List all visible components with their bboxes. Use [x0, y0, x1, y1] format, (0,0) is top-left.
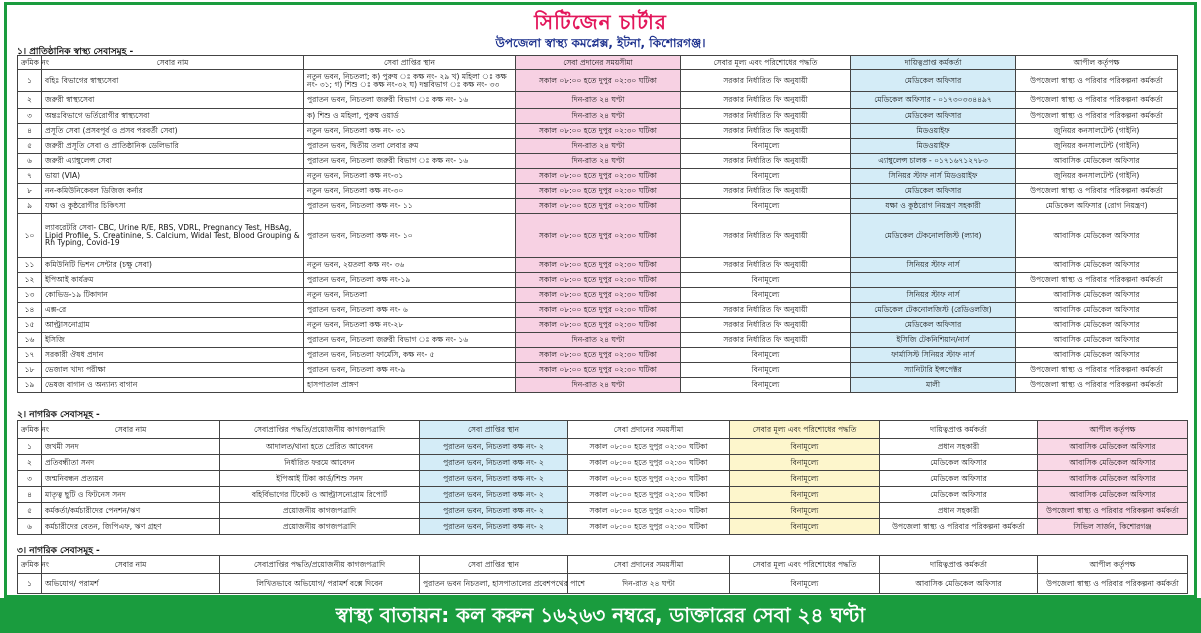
officer-cell: মেডিকেল অফিসার [851, 318, 1016, 333]
service-fee-cell: বিনামূল্যে [681, 348, 851, 363]
header-service-place: সেবা প্রাপ্তির স্থান [304, 56, 516, 70]
appeal-cell: মেডিকেল অফিসার (রোগ নিয়ন্ত্রণ) [1016, 199, 1178, 214]
service-name-cell: প্রসূতি সেবা (প্রসবপূর্ব ও প্রসব পরবর্তী সেবা) [42, 124, 304, 139]
officer-cell: মিডওয়াইফ [851, 139, 1016, 154]
service-time-cell: দিন-রাত ২৪ ঘণ্টা [516, 154, 681, 169]
officer-cell: মেডিকেল টেকনোলজিস্ট (রেডিওলজি) [851, 303, 1016, 318]
service-place-cell: ক) শিশু ও মহিলা, পুরুষ ওয়ার্ড [304, 109, 516, 124]
section1-header-row [18, 56, 1178, 70]
service-fee-cell: সরকার নির্ধারিত ফি অনুযায়ী [681, 184, 851, 199]
service-name-cell: জরুরী স্বাস্থ্যসেবা [42, 92, 304, 109]
officer-cell: এ্যাম্বুলেন্স চালক - ০১৭১৬৭১২৭৮৩ [851, 154, 1016, 169]
table-row [18, 124, 1178, 139]
service-time-cell: সকাল ০৮:০০ হতে দুপুর ০২:৩০ ঘটিকা [516, 184, 681, 199]
service-time-cell: দিন-রাত ২৪ ঘণ্টা [516, 333, 681, 348]
serial-cell: ১০ [18, 214, 42, 258]
service-place-cell: পুরাতন ভবন নিচতলা, হাসপাতালের প্রবেশপথের পাশে [420, 574, 568, 594]
serial-cell: ১১ [18, 258, 42, 273]
appeal-cell: আবাসিক মেডিকেল অফিসার [1016, 154, 1178, 169]
service-name-cell: যক্ষা ও কুষ্ঠরোগীর চিকিৎসা [42, 199, 304, 214]
service-name-cell: কর্মকর্তা/কর্মচারীদের পেনশন/ঋণ [42, 503, 220, 519]
serial-cell: ১৩ [18, 288, 42, 303]
method-cell: প্রয়োজনীয় কাগজপত্রাদি [220, 503, 420, 519]
service-place-cell: পুরাতন ভবন, নিচতলা কক্ষ নং- ২ [420, 487, 568, 503]
service-fee-cell: বিনামূল্যে [730, 455, 880, 471]
service-time-cell: সকাল ০৮:০০ হতে দুপুর ০২:৩০ ঘটিকা [516, 303, 681, 318]
method-cell: আদালত/থানা হতে প্রেরিত আবেদন [220, 439, 420, 455]
serial-cell: ১ [18, 574, 42, 594]
officer-cell: ইসিজি টেকনিশিয়ান/নার্স [851, 333, 1016, 348]
service-time-cell: সকাল ০৮:০০ হতে দুপুর ০২:৩০ ঘটিকা [568, 503, 730, 519]
service-fee-cell: বিনামূল্যে [730, 574, 880, 594]
officer-cell: মেডিকেল অফিসার [851, 109, 1016, 124]
service-place-cell: পুরাতন ভবন, নিচতলা কক্ষ নং- ৬ [304, 303, 516, 318]
service-time-cell: সকাল ০৮:০০ হতে দুপুর ০২:৩০ ঘটিকা [568, 455, 730, 471]
service-name-cell: এক্স-রে [42, 303, 304, 318]
section2-header-row [18, 421, 1188, 439]
appeal-cell: আবাসিক মেডিকেল অফিসার [1016, 288, 1178, 303]
table-row [18, 471, 1188, 487]
header-appeal: আপীল কর্তৃপক্ষ [1038, 421, 1188, 439]
header-service-time: সেবা প্রদানের সময়সীমা [568, 421, 730, 439]
table-row [18, 273, 1178, 288]
service-name-cell: বহিঃ বিভাগের স্বাস্থ্যসেবা [42, 70, 304, 92]
appeal-cell: জুনিয়র কনসালটেন্ট (গাইনি) [1016, 169, 1178, 184]
serial-cell: ৬ [18, 519, 42, 535]
officer-cell: মালী [851, 378, 1016, 393]
officer-cell: মিডওয়াইফ [851, 124, 1016, 139]
officer-cell: সিনিয়র স্টাফ নার্স মিডওয়াইফ [851, 169, 1016, 184]
header-serial: ক্রমিক নং [18, 421, 42, 439]
table-row [18, 184, 1178, 199]
table-row [18, 333, 1178, 348]
appeal-cell: উপজেলা স্বাস্থ্য ও পরিবার পরিকল্পনা কর্মকর্তা [1016, 378, 1178, 393]
table-row [18, 519, 1188, 535]
serial-cell: ১ [18, 439, 42, 455]
service-name-cell: আল্ট্রাসনোগ্রাম [42, 318, 304, 333]
service-time-cell: দিন-রাত ২৪ ঘণ্টা [516, 139, 681, 154]
header-service-time: সেবা প্রদানের সময়সীমা [568, 556, 730, 574]
officer-cell: মেডিকেল অফিসার [880, 455, 1038, 471]
officer-cell: প্রধান সহকারী [880, 503, 1038, 519]
service-fee-cell: বিনামূল্যে [730, 471, 880, 487]
service-time-cell: সকাল ০৮:০০ হতে দুপুর ০২:৩০ ঘটিকা [516, 348, 681, 363]
officer-cell: আবাসিক মেডিকেল অফিসার [880, 574, 1038, 594]
header-service-name: সেবার নাম [42, 421, 220, 439]
service-name-cell: কোভিড-১৯ টিকাদান [42, 288, 304, 303]
section1-table [17, 55, 1178, 393]
officer-cell: ফার্মাসিস্ট সিনিয়র স্টাফ নার্স [851, 348, 1016, 363]
serial-cell: ৩ [18, 109, 42, 124]
service-fee-cell: বিনামূল্যে [681, 378, 851, 393]
officer-cell: স্যানিটারি ইন্সপেক্টর [851, 363, 1016, 378]
officer-cell: মেডিকেল অফিসার [880, 471, 1038, 487]
service-place-cell: পুরাতন ভবন, নিচতলা জরুরী বিভাগ ঃ কক্ষ নং- ১৬ [304, 92, 516, 109]
serial-cell: ১৪ [18, 303, 42, 318]
appeal-cell: উপজেলা স্বাস্থ্য ও পরিবার পরিকল্পনা কর্মকর্তা [1016, 70, 1178, 92]
service-fee-cell: বিনামূল্যে [681, 169, 851, 184]
service-place-cell: নতুন ভবন, নিচতলা কক্ষ নং-৩১ [304, 169, 516, 184]
serial-cell: ৫ [18, 139, 42, 154]
service-fee-cell: সরকার নির্ধারিত ফি অনুযায়ী [681, 154, 851, 169]
service-name-cell: কমিউনিটি ভিশন সেন্টার (চক্ষু সেবা) [42, 258, 304, 273]
table-row [18, 503, 1188, 519]
method-cell: প্রয়োজনীয় কাগজপত্রাদি [220, 519, 420, 535]
table-row [18, 288, 1178, 303]
table-row [18, 214, 1178, 258]
header-service-fee: সেবার মূল্য এবং পরিশোধের পদ্ধতি [730, 421, 880, 439]
service-place-cell: পুরাতন ভবন, নিচতলা কক্ষ নং-৯ [304, 363, 516, 378]
serial-cell: ৮ [18, 184, 42, 199]
header-service-fee: সেবার মূল্য এবং পরিশোধের পদ্ধতি [730, 556, 880, 574]
method-cell: বহির্বিভাগের টিকেট ও আল্ট্রাসনোগ্রাম রিপোর্ট [220, 487, 420, 503]
page-title: সিটিজেন চার্টার [534, 10, 667, 34]
service-place-cell: পুরাতন ভবন, নিচতলা কক্ষ নং- ২ [420, 439, 568, 455]
serial-cell: ৩ [18, 471, 42, 487]
table-row [18, 109, 1178, 124]
header-service-name: সেবার নাম [42, 556, 220, 574]
service-place-cell: নতুন ভবন, নিচতলা [304, 288, 516, 303]
appeal-cell: সিভিল সার্জন, কিশোরগঞ্জ [1038, 519, 1188, 535]
header-method: সেবাপ্রাপ্তির পদ্ধতি/প্রয়োজনীয় কাগজপত্রাদি [220, 421, 420, 439]
appeal-cell: আবাসিক মেডিকেল অফিসার [1038, 487, 1188, 503]
service-place-cell: পুরাতন ভবন, নিচতলা কক্ষ নং- ২ [420, 471, 568, 487]
appeal-cell: উপজেলা স্বাস্থ্য ও পরিবার পরিকল্পনা কর্মকর্তা [1016, 184, 1178, 199]
header-service-place: সেবা প্রাপ্তির স্থান [420, 556, 568, 574]
serial-cell: ৪ [18, 124, 42, 139]
officer-cell: সিনিয়র স্টাফ নার্স [851, 258, 1016, 273]
officer-cell: মেডিকেল অফিসার - ০১৭৩০৩৩৪৪৯৭ [851, 92, 1016, 109]
serial-cell: ১৭ [18, 348, 42, 363]
table-row [18, 378, 1178, 393]
service-fee-cell: বিনামূল্যে [681, 288, 851, 303]
appeal-cell: আবাসিক মেডিকেল অফিসার [1016, 318, 1178, 333]
service-time-cell: সকাল ০৮:০০ হতে দুপুর ০২:৩০ ঘটিকা [516, 214, 681, 258]
service-place-cell: পুরাতন ভবন, নিচতলা কক্ষ নং- ২ [420, 455, 568, 471]
officer-cell: মেডিকেল অফিসার [880, 487, 1038, 503]
serial-cell: ২ [18, 92, 42, 109]
service-place-cell: নতুন ভবন, নিচতলা; ক) পুরুষ ঃ কক্ষ নং- ২৯ খ) মহিলা ঃ কক্ষ নং- ৩১; গ) শিশু ঃ কক্ষ নং-৩২ ঘ) দন্তবিভাগ ঃ কক্ষ নং- ৩৩ [304, 70, 516, 92]
appeal-cell: জুনিয়র কনসালটেন্ট (গাইনি) [1016, 124, 1178, 139]
header-officer: দায়িত্বপ্রাপ্ত কর্মকর্তা [851, 56, 1016, 70]
table-row [18, 455, 1188, 471]
officer-cell: যক্ষা ও কুষ্ঠরোগ নিয়ন্ত্রণ সহকারী [851, 199, 1016, 214]
service-fee-cell: সরকার নির্ধারিত ফি অনুযায়ী [681, 124, 851, 139]
service-fee-cell: সরকার নির্ধারিত ফি অনুযায়ী [681, 214, 851, 258]
service-time-cell: দিন-রাত ২৪ ঘণ্টা [516, 109, 681, 124]
service-time-cell: সকাল ০৮:০০ হতে দুপুর ০২:৩০ ঘটিকা [516, 199, 681, 214]
service-fee-cell: বিনামূল্যে [730, 439, 880, 455]
service-place-cell: পুরাতন ভবন, নিচতলা কক্ষ নং- ২ [420, 503, 568, 519]
section3-table [17, 555, 1188, 594]
service-name-cell: প্রতিবন্ধীতা সনদ [42, 455, 220, 471]
service-fee-cell: সরকার নির্ধারিত ফি অনুযায়ী [681, 318, 851, 333]
appeal-cell: উপজেলা স্বাস্থ্য ও পরিবার পরিকল্পনা কর্মকর্তা [1016, 273, 1178, 288]
service-name-cell: ল্যাবরেটরি সেবা- CBC, Urine R/E, RBS, VDRL, Pregnancy Test, HBsAg, Lipid Profile, S. Creatinine, S. Calcium, Widal Test, Blood Grouping & Rh Typing, Covid-19 [42, 214, 304, 258]
serial-cell: ১২ [18, 273, 42, 288]
service-name-cell: জরুরী এ্যাম্বুলেন্স সেবা [42, 154, 304, 169]
section2-table [17, 420, 1188, 535]
service-place-cell: নতুন ভবন, নিচতলা কক্ষ নং- ৩১ [304, 124, 516, 139]
table-row [18, 199, 1178, 214]
service-name-cell: ইপিআই কার্যক্রম [42, 273, 304, 288]
officer-cell: মেডিকেল অফিসার [851, 184, 1016, 199]
service-place-cell: হাসপাতাল প্রাঙ্গণ [304, 378, 516, 393]
service-time-cell: সকাল ০৮:০০ হতে দুপুর ০২:৩০ ঘটিকা [516, 70, 681, 92]
service-time-cell: দিন-রাত ২৪ ঘণ্টা [516, 92, 681, 109]
header-method: সেবাপ্রাপ্তির পদ্ধতি/প্রয়োজনীয় কাগজপত্রাদি [220, 556, 420, 574]
service-time-cell: সকাল ০৮:০০ হতে দুপুর ০২:৩০ ঘটিকা [568, 519, 730, 535]
header-appeal: আপীল কর্তৃপক্ষ [1038, 556, 1188, 574]
appeal-cell: উপজেলা স্বাস্থ্য ও পরিবার পরিকল্পনা কর্মকর্তা [1038, 503, 1188, 519]
section1-label: ১। প্রাতিষ্ঠানিক স্বাস্থ্য সেবাসমূহ - [17, 47, 134, 57]
service-place-cell: পুরাতন ভবন, নিচতলা ফার্মেসি, কক্ষ নং- ৫ [304, 348, 516, 363]
service-place-cell: পুরাতন ভবন, নিচতলা কক্ষ নং- ১১ [304, 199, 516, 214]
service-name-cell: ভেজাল খাদ্য পরীক্ষা [42, 363, 304, 378]
header-service-name: সেবার নাম [42, 56, 304, 70]
header-serial: ক্রমিক নং [18, 556, 42, 574]
service-place-cell: পুরাতন ভবন, নিচতলা জরুরী বিভাগ ঃ কক্ষ নং- ১৬ [304, 154, 516, 169]
table-row [18, 258, 1178, 273]
header-officer: দায়িত্বপ্রাপ্ত কর্মকর্তা [880, 556, 1038, 574]
serial-cell: ১৬ [18, 333, 42, 348]
service-time-cell: সকাল ০৮:০০ হতে দুপুর ০২:৩০ ঘটিকা [516, 258, 681, 273]
section3-header-row [18, 556, 1188, 574]
page-subtitle: উপজেলা স্বাস্থ্য কমপ্লেক্স, ইটনা, কিশোরগঞ্জ। [495, 36, 706, 50]
table-row [18, 574, 1188, 594]
service-time-cell: সকাল ০৮:০০ হতে দুপুর ০২:৩০ ঘটিকা [516, 288, 681, 303]
serial-cell: ৯ [18, 199, 42, 214]
appeal-cell: উপজেলা স্বাস্থ্য ও পরিবার পরিকল্পনা কর্মকর্তা [1016, 109, 1178, 124]
table-row [18, 363, 1178, 378]
service-fee-cell: সরকার নির্ধারিত ফি অনুযায়ী [681, 92, 851, 109]
appeal-cell: আবাসিক মেডিকেল অফিসার [1038, 455, 1188, 471]
method-cell: লিখিতভাবে অভিযোগ/ পরামর্শ বক্সে দিবেন [220, 574, 420, 594]
officer-cell: সিনিয়র স্টাফ নার্স [851, 288, 1016, 303]
service-fee-cell: বিনামূল্যে [681, 199, 851, 214]
service-time-cell: সকাল ০৮:০০ হতে দুপুর ০২:৩০ ঘটিকা [516, 318, 681, 333]
service-fee-cell: বিনামূল্যে [681, 363, 851, 378]
serial-cell: ৫ [18, 503, 42, 519]
table-row [18, 303, 1178, 318]
service-fee-cell: বিনামূল্যে [730, 487, 880, 503]
serial-cell: ১৯ [18, 378, 42, 393]
service-name-cell: কর্মচারীদের বেতন, জিপিএফ, ঋণ গ্রহণ [42, 519, 220, 535]
service-time-cell: দিন-রাত ২৪ ঘণ্টা [516, 378, 681, 393]
service-name-cell: সরকারী ঔষধ প্রদান [42, 348, 304, 363]
service-time-cell: সকাল ০৮:০০ হতে দুপুর ০২:৩০ ঘটিকা [516, 169, 681, 184]
appeal-cell: আবাসিক মেডিকেল অফিসার [1038, 471, 1188, 487]
header-officer: দায়িত্বপ্রাপ্ত কর্মকর্তা [880, 421, 1038, 439]
service-place-cell: নতুন ভবন, নিচতলা কক্ষ নং-২৮ [304, 318, 516, 333]
header-service-place: সেবা প্রাপ্তির স্থান [420, 421, 568, 439]
header-serial: ক্রমিক নং [18, 56, 42, 70]
appeal-cell: জুনিয়র কনসালটেন্ট (গাইনি) [1016, 139, 1178, 154]
officer-cell: মেডিকেল অফিসার [851, 70, 1016, 92]
serial-cell: ৪ [18, 487, 42, 503]
header-service-time: সেবা প্রদানের সময়সীমা [516, 56, 681, 70]
method-cell: ইপিআই টিকা কার্ড/শিশু সনদ [220, 471, 420, 487]
header-appeal: আপীল কর্তৃপক্ষ [1016, 56, 1178, 70]
table-row [18, 439, 1188, 455]
officer-cell [851, 273, 1016, 288]
service-name-cell: মাতৃত্ব ছুটি ও ফিটনেস সনদ [42, 487, 220, 503]
appeal-cell: উপজেলা স্বাস্থ্য ও পরিবার পরিকল্পনা কর্মকর্তা [1016, 92, 1178, 109]
table-row [18, 487, 1188, 503]
service-time-cell: সকাল ০৮:০০ হতে দুপুর ০২:৩০ ঘটিকা [516, 124, 681, 139]
service-time-cell: সকাল ০৮:০০ হতে দুপুর ০২:৩০ ঘটিকা [516, 363, 681, 378]
service-name-cell: অন্তঃবিভাগে ভর্তিরোগীর স্বাস্থ্যসেবা [42, 109, 304, 124]
service-name-cell: নন-কমিউনিকেবল ডিজিজ কর্নার [42, 184, 304, 199]
service-name-cell: অভিযোগ/ পরামর্শ [42, 574, 220, 594]
service-time-cell: দিন-রাত ২৪ ঘণ্টা [568, 574, 730, 594]
service-fee-cell: সরকার নির্ধারিত ফি অনুযায়ী [681, 258, 851, 273]
service-fee-cell: বিনামূল্যে [730, 503, 880, 519]
service-time-cell: সকাল ০৮:০০ হতে দুপুর ০২:৩০ ঘটিকা [568, 439, 730, 455]
service-fee-cell: সরকার নির্ধারিত ফি অনুযায়ী [681, 303, 851, 318]
service-place-cell: নতুন ভবন, ২য়তলা কক্ষ নং- ৩৬ [304, 258, 516, 273]
table-row [18, 70, 1178, 92]
appeal-cell: আবাসিক মেডিকেল অফিসার [1016, 214, 1178, 258]
service-place-cell: পুরাতন ভবন, দ্বিতীয় তলা লেবার রুম [304, 139, 516, 154]
service-name-cell: ভায়া (VIA) [42, 169, 304, 184]
service-name-cell: ভেষজ বাগান ও অন্যান্য বাগান [42, 378, 304, 393]
service-place-cell: পুরাতন ভবন, নিচতলা কক্ষ নং-১৯ [304, 273, 516, 288]
appeal-cell: উপজেলা স্বাস্থ্য ও পরিবার পরিকল্পনা কর্মকর্তা [1016, 363, 1178, 378]
appeal-cell: আবাসিক মেডিকেল অফিসার [1016, 303, 1178, 318]
service-name-cell: জখমী সনদ [42, 439, 220, 455]
header-service-fee: সেবার মূল্য এবং পরিশোধের পদ্ধতি [681, 56, 851, 70]
serial-cell: ১৮ [18, 363, 42, 378]
service-fee-cell: সরকার নির্ধারিত ফি অনুযায়ী [681, 333, 851, 348]
service-name-cell: জরুরী প্রসূতি সেবা ও প্রাতিষ্ঠানিক ডেলিভারি [42, 139, 304, 154]
appeal-cell: আবাসিক মেডিকেল অফিসার [1016, 258, 1178, 273]
appeal-cell: আবাসিক মেডিকেল অফিসার [1016, 333, 1178, 348]
officer-cell: উপজেলা স্বাস্থ্য ও পরিবার পরিকল্পনা কর্মকর্তা [880, 519, 1038, 535]
section3-label: ৩। নাগরিক সেবাসমূহ - [17, 546, 100, 556]
table-row [18, 169, 1178, 184]
serial-cell: ২ [18, 455, 42, 471]
table-row [18, 348, 1178, 363]
serial-cell: ৬ [18, 154, 42, 169]
charter-frame [4, 2, 1197, 598]
appeal-cell: আবাসিক মেডিকেল অফিসার [1038, 439, 1188, 455]
service-time-cell: সকাল ০৮:০০ হতে দুপুর ০২:৩০ ঘটিকা [516, 273, 681, 288]
helpline-footer: স্বাস্থ্য বাতায়ন: কল করুন ১৬২৬৩ নম্বরে, ডাক্তারের সেবা ২৪ ঘণ্টা [0, 598, 1201, 633]
service-fee-cell: বিনামূল্যে [681, 139, 851, 154]
section2-label: ২। নাগরিক সেবাসমূহ - [17, 410, 100, 420]
service-fee-cell: বিনামূল্যে [681, 273, 851, 288]
service-fee-cell: সরকার নির্ধারিত ফি অনুযায়ী [681, 109, 851, 124]
serial-cell: ১ [18, 70, 42, 92]
service-time-cell: সকাল ০৮:০০ হতে দুপুর ০২:৩০ ঘটিকা [568, 471, 730, 487]
table-row [18, 318, 1178, 333]
service-time-cell: সকাল ০৮:০০ হতে দুপুর ০২:৩০ ঘটিকা [568, 487, 730, 503]
officer-cell: মেডিকেল টেকনোলজিস্ট (ল্যাব) [851, 214, 1016, 258]
service-fee-cell: বিনামূল্যে [730, 519, 880, 535]
service-name-cell: জন্মনিবন্ধন প্রত্যয়ন [42, 471, 220, 487]
method-cell: নির্ধারিত ফরমে আবেদন [220, 455, 420, 471]
table-row [18, 154, 1178, 169]
table-row [18, 92, 1178, 109]
appeal-cell: উপজেলা স্বাস্থ্য ও পরিবার পরিকল্পনা কর্মকর্তা [1038, 574, 1188, 594]
service-place-cell: পুরাতন ভবন, নিচতলা কক্ষ নং- ১০ [304, 214, 516, 258]
serial-cell: ৭ [18, 169, 42, 184]
officer-cell: প্রধান সহকারী [880, 439, 1038, 455]
service-fee-cell: সরকার নির্ধারিত ফি অনুযায়ী [681, 70, 851, 92]
appeal-cell: আবাসিক মেডিকেল অফিসার [1016, 348, 1178, 363]
service-name-cell: ইসিজি [42, 333, 304, 348]
service-place-cell: পুরাতন ভবন, নিচতলা জরুরী বিভাগ ঃ কক্ষ নং- ১৬ [304, 333, 516, 348]
serial-cell: ১৫ [18, 318, 42, 333]
table-row [18, 139, 1178, 154]
service-place-cell: নতুন ভবন, নিচতলা কক্ষ নং-৩০ [304, 184, 516, 199]
service-place-cell: পুরাতন ভবন, নিচতলা কক্ষ নং- ২ [420, 519, 568, 535]
